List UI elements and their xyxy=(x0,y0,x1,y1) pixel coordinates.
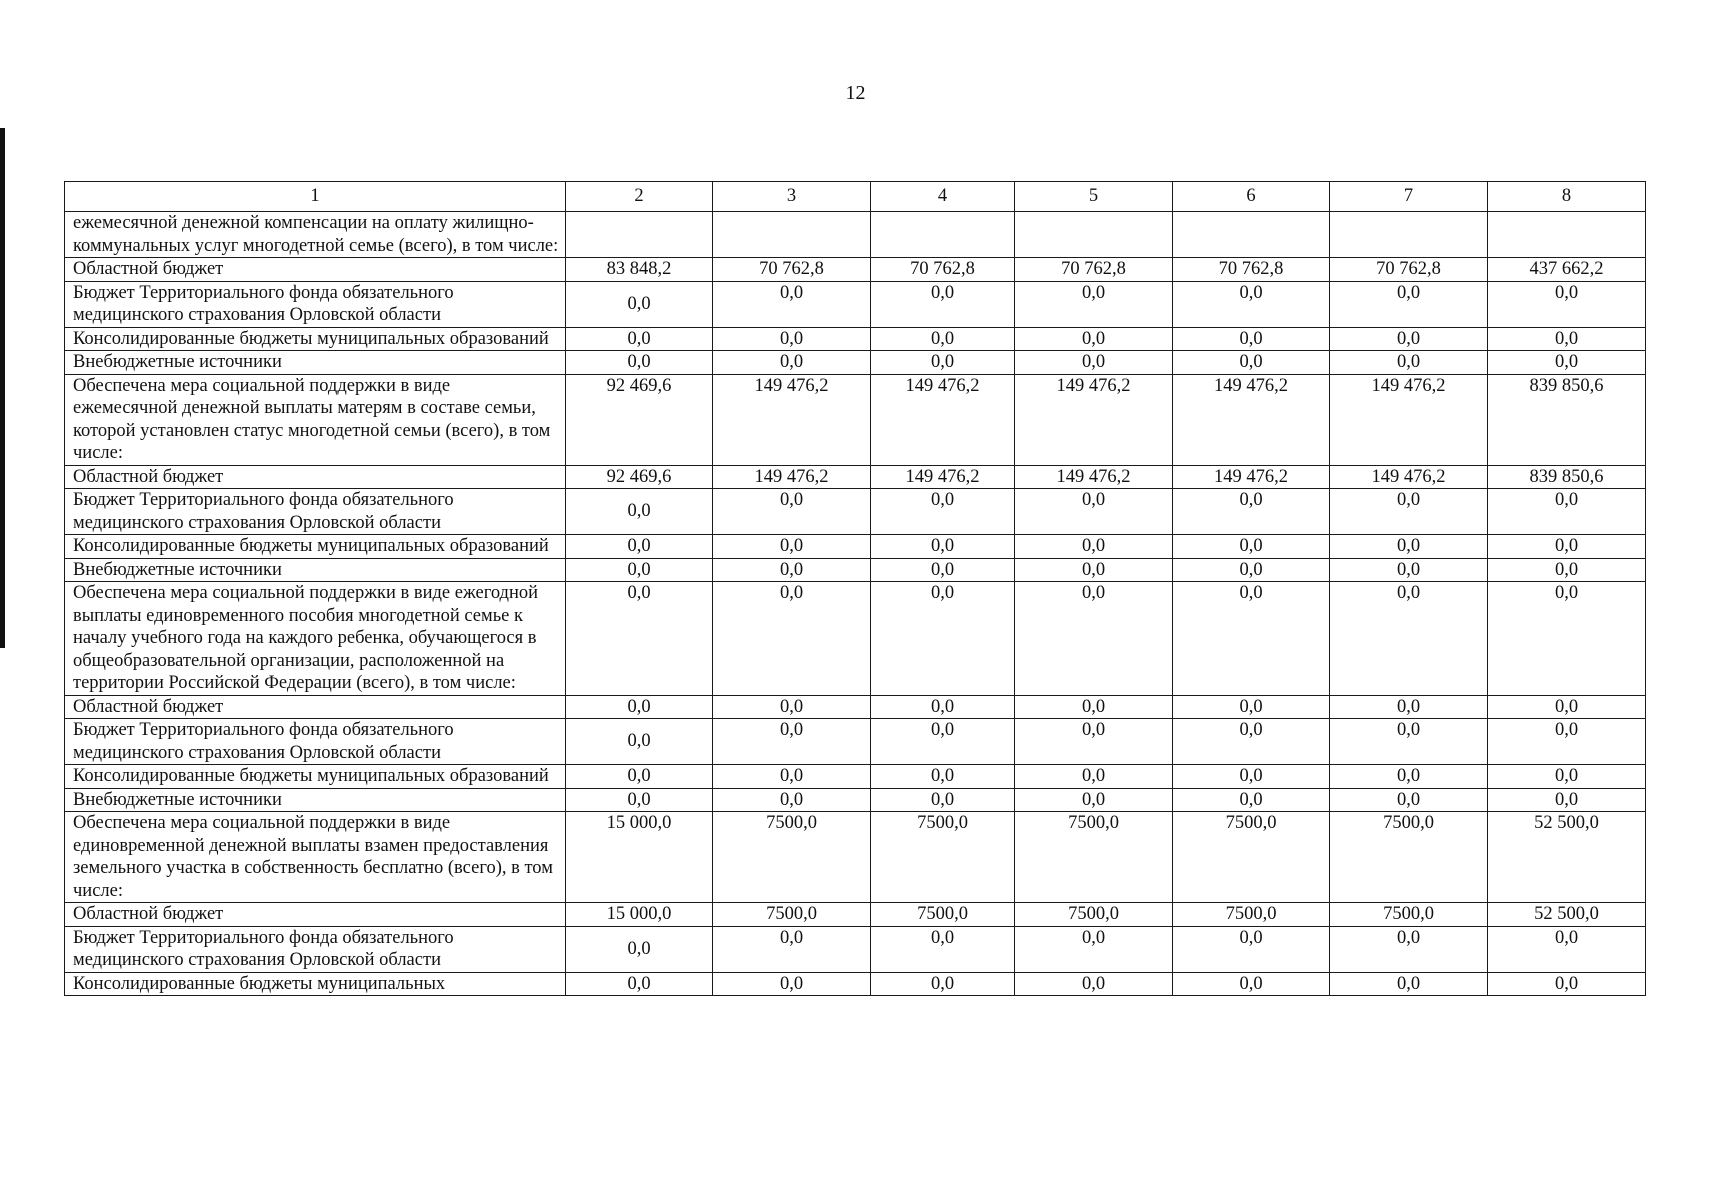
value-cell: 0,0 xyxy=(1173,926,1330,972)
value-cell: 0,0 xyxy=(566,281,713,327)
value-cell: 15 000,0 xyxy=(566,812,713,903)
row-label: Консолидированные бюджеты муниципальных образований xyxy=(65,535,566,559)
value-cell: 0,0 xyxy=(871,719,1015,765)
value-cell xyxy=(1488,212,1646,258)
value-cell: 0,0 xyxy=(713,695,871,719)
value-cell: 0,0 xyxy=(1330,719,1488,765)
row-label: Консолидированные бюджеты муниципальных xyxy=(65,972,566,996)
value-cell: 0,0 xyxy=(1173,351,1330,375)
value-cell: 0,0 xyxy=(566,582,713,696)
value-cell: 0,0 xyxy=(1488,281,1646,327)
value-cell: 0,0 xyxy=(871,535,1015,559)
value-cell: 0,0 xyxy=(1015,281,1173,327)
value-cell xyxy=(1330,212,1488,258)
value-cell: 0,0 xyxy=(1488,972,1646,996)
row-label: Обеспечена мера социальной поддержки в виде ежемесячной денежной выплаты матерям в составе семьи, которой установлен статус многодетной семьи (всего), в том числе: xyxy=(65,374,566,465)
value-cell: 0,0 xyxy=(871,788,1015,812)
value-cell: 70 762,8 xyxy=(1015,258,1173,282)
value-cell: 7500,0 xyxy=(713,812,871,903)
table-row xyxy=(65,212,1646,258)
table-row xyxy=(65,719,1646,765)
value-cell: 0,0 xyxy=(1488,489,1646,535)
value-cell xyxy=(1173,212,1330,258)
table-row xyxy=(65,351,1646,375)
value-cell: 7500,0 xyxy=(1330,903,1488,927)
value-cell: 149 476,2 xyxy=(713,465,871,489)
value-cell: 7500,0 xyxy=(871,903,1015,927)
value-cell: 0,0 xyxy=(871,972,1015,996)
row-label: Обеспечена мера социальной поддержки в виде ежегодной выплаты единовременного пособия многодетной семье к началу учебного года на каждого ребенка, обучающегося в общеобразовательной организации, расположенной на территории Российской Федерации (всего), в том числе: xyxy=(65,582,566,696)
table-body xyxy=(65,212,1646,996)
value-cell: 70 762,8 xyxy=(1330,258,1488,282)
table-row xyxy=(65,765,1646,789)
value-cell: 149 476,2 xyxy=(1330,374,1488,465)
value-cell: 0,0 xyxy=(1173,972,1330,996)
table-row xyxy=(65,788,1646,812)
table-row xyxy=(65,535,1646,559)
value-cell: 0,0 xyxy=(713,765,871,789)
value-cell: 0,0 xyxy=(1330,695,1488,719)
value-cell: 92 469,6 xyxy=(566,374,713,465)
value-cell: 839 850,6 xyxy=(1488,374,1646,465)
value-cell: 149 476,2 xyxy=(1015,465,1173,489)
value-cell: 0,0 xyxy=(566,558,713,582)
value-cell: 0,0 xyxy=(1330,582,1488,696)
value-cell: 0,0 xyxy=(713,281,871,327)
row-label: Внебюджетные источники xyxy=(65,788,566,812)
value-cell: 149 476,2 xyxy=(871,465,1015,489)
value-cell: 0,0 xyxy=(1173,489,1330,535)
value-cell: 7500,0 xyxy=(1173,812,1330,903)
value-cell: 0,0 xyxy=(1330,535,1488,559)
value-cell: 0,0 xyxy=(1330,281,1488,327)
value-cell: 0,0 xyxy=(871,765,1015,789)
value-cell: 0,0 xyxy=(871,351,1015,375)
row-label: Областной бюджет xyxy=(65,465,566,489)
value-cell: 52 500,0 xyxy=(1488,812,1646,903)
value-cell: 7500,0 xyxy=(1173,903,1330,927)
value-cell: 0,0 xyxy=(1488,351,1646,375)
value-cell: 7500,0 xyxy=(1015,903,1173,927)
value-cell xyxy=(871,212,1015,258)
column-header: 6 xyxy=(1173,182,1330,212)
table-row xyxy=(65,281,1646,327)
table-row xyxy=(65,258,1646,282)
value-cell: 149 476,2 xyxy=(1330,465,1488,489)
row-label: Бюджет Территориального фонда обязательного медицинского страхования Орловской области xyxy=(65,719,566,765)
table-row xyxy=(65,903,1646,927)
value-cell xyxy=(1015,212,1173,258)
value-cell: 0,0 xyxy=(1173,788,1330,812)
table-row xyxy=(65,465,1646,489)
value-cell: 0,0 xyxy=(566,788,713,812)
value-cell: 0,0 xyxy=(1015,972,1173,996)
table-row xyxy=(65,926,1646,972)
value-cell: 0,0 xyxy=(1173,765,1330,789)
value-cell: 0,0 xyxy=(566,535,713,559)
table-row xyxy=(65,489,1646,535)
value-cell: 0,0 xyxy=(1330,351,1488,375)
value-cell: 0,0 xyxy=(1173,719,1330,765)
value-cell: 0,0 xyxy=(871,327,1015,351)
value-cell: 839 850,6 xyxy=(1488,465,1646,489)
table-row xyxy=(65,558,1646,582)
value-cell: 0,0 xyxy=(1173,558,1330,582)
value-cell: 0,0 xyxy=(1173,535,1330,559)
table-row xyxy=(65,374,1646,465)
value-cell: 0,0 xyxy=(713,788,871,812)
value-cell: 0,0 xyxy=(1015,327,1173,351)
value-cell: 0,0 xyxy=(713,327,871,351)
table-row xyxy=(65,812,1646,903)
value-cell: 83 848,2 xyxy=(566,258,713,282)
value-cell: 0,0 xyxy=(566,765,713,789)
value-cell: 0,0 xyxy=(1015,695,1173,719)
value-cell xyxy=(566,212,713,258)
value-cell: 149 476,2 xyxy=(1173,374,1330,465)
value-cell: 0,0 xyxy=(566,695,713,719)
value-cell: 0,0 xyxy=(1488,327,1646,351)
value-cell: 0,0 xyxy=(1488,582,1646,696)
value-cell: 7500,0 xyxy=(1015,812,1173,903)
value-cell: 15 000,0 xyxy=(566,903,713,927)
value-cell: 70 762,8 xyxy=(1173,258,1330,282)
value-cell: 0,0 xyxy=(566,972,713,996)
column-header: 5 xyxy=(1015,182,1173,212)
value-cell: 0,0 xyxy=(713,926,871,972)
value-cell: 0,0 xyxy=(1330,489,1488,535)
value-cell: 149 476,2 xyxy=(871,374,1015,465)
value-cell: 0,0 xyxy=(566,489,713,535)
header-row xyxy=(65,182,1646,212)
value-cell: 0,0 xyxy=(1488,926,1646,972)
row-label: Областной бюджет xyxy=(65,903,566,927)
value-cell: 0,0 xyxy=(1488,719,1646,765)
value-cell: 0,0 xyxy=(1330,327,1488,351)
value-cell: 0,0 xyxy=(1173,695,1330,719)
value-cell: 52 500,0 xyxy=(1488,903,1646,927)
row-label: ежемесячной денежной компенсации на оплату жилищно-коммунальных услуг многодетной семье (всего), в том числе: xyxy=(65,212,566,258)
value-cell: 0,0 xyxy=(1488,788,1646,812)
value-cell: 0,0 xyxy=(566,719,713,765)
value-cell: 0,0 xyxy=(1488,765,1646,789)
value-cell: 0,0 xyxy=(713,558,871,582)
value-cell: 437 662,2 xyxy=(1488,258,1646,282)
value-cell: 0,0 xyxy=(1488,535,1646,559)
value-cell: 0,0 xyxy=(1015,765,1173,789)
table-row xyxy=(65,972,1646,996)
column-header: 3 xyxy=(713,182,871,212)
column-header: 2 xyxy=(566,182,713,212)
value-cell: 0,0 xyxy=(713,972,871,996)
budget-table xyxy=(64,181,1646,996)
value-cell: 0,0 xyxy=(1015,582,1173,696)
row-label: Областной бюджет xyxy=(65,695,566,719)
value-cell: 7500,0 xyxy=(713,903,871,927)
page-number: 12 xyxy=(845,82,866,104)
value-cell: 70 762,8 xyxy=(713,258,871,282)
table-row xyxy=(65,327,1646,351)
value-cell: 7500,0 xyxy=(871,812,1015,903)
value-cell: 149 476,2 xyxy=(1015,374,1173,465)
row-label: Областной бюджет xyxy=(65,258,566,282)
value-cell: 0,0 xyxy=(1173,281,1330,327)
table-row xyxy=(65,695,1646,719)
row-label: Обеспечена мера социальной поддержки в виде единовременной денежной выплаты взамен предоставления земельного участка в собственность бесплатно (всего), в том числе: xyxy=(65,812,566,903)
table-row xyxy=(65,582,1646,696)
value-cell: 0,0 xyxy=(871,281,1015,327)
value-cell: 0,0 xyxy=(1015,926,1173,972)
value-cell: 0,0 xyxy=(713,719,871,765)
value-cell: 0,0 xyxy=(713,582,871,696)
row-label: Бюджет Территориального фонда обязательного медицинского страхования Орловской области xyxy=(65,489,566,535)
value-cell: 149 476,2 xyxy=(713,374,871,465)
value-cell: 0,0 xyxy=(713,351,871,375)
page-edge-shadow xyxy=(0,128,5,648)
row-label: Консолидированные бюджеты муниципальных образований xyxy=(65,327,566,351)
row-label: Внебюджетные источники xyxy=(65,558,566,582)
value-cell: 0,0 xyxy=(1173,327,1330,351)
column-header: 7 xyxy=(1330,182,1488,212)
row-label: Бюджет Территориального фонда обязательного медицинского страхования Орловской области xyxy=(65,926,566,972)
value-cell: 0,0 xyxy=(871,558,1015,582)
value-cell: 0,0 xyxy=(1330,788,1488,812)
value-cell: 0,0 xyxy=(1488,695,1646,719)
value-cell: 0,0 xyxy=(1330,558,1488,582)
value-cell: 7500,0 xyxy=(1330,812,1488,903)
column-header: 8 xyxy=(1488,182,1646,212)
column-header: 4 xyxy=(871,182,1015,212)
value-cell: 0,0 xyxy=(1330,972,1488,996)
row-label: Консолидированные бюджеты муниципальных образований xyxy=(65,765,566,789)
value-cell: 0,0 xyxy=(1173,582,1330,696)
value-cell: 0,0 xyxy=(1330,765,1488,789)
value-cell: 0,0 xyxy=(871,695,1015,719)
value-cell: 0,0 xyxy=(566,351,713,375)
column-header: 1 xyxy=(65,182,566,212)
value-cell: 0,0 xyxy=(1015,535,1173,559)
value-cell xyxy=(713,212,871,258)
value-cell: 0,0 xyxy=(1015,788,1173,812)
value-cell: 0,0 xyxy=(1015,719,1173,765)
value-cell: 0,0 xyxy=(1015,351,1173,375)
value-cell: 0,0 xyxy=(871,489,1015,535)
value-cell: 0,0 xyxy=(871,926,1015,972)
row-label: Внебюджетные источники xyxy=(65,351,566,375)
value-cell: 0,0 xyxy=(566,926,713,972)
value-cell: 0,0 xyxy=(1015,558,1173,582)
value-cell: 0,0 xyxy=(566,327,713,351)
value-cell: 0,0 xyxy=(1488,558,1646,582)
value-cell: 0,0 xyxy=(871,582,1015,696)
value-cell: 0,0 xyxy=(713,535,871,559)
value-cell: 0,0 xyxy=(1015,489,1173,535)
value-cell: 0,0 xyxy=(1330,926,1488,972)
value-cell: 149 476,2 xyxy=(1173,465,1330,489)
value-cell: 70 762,8 xyxy=(871,258,1015,282)
value-cell: 0,0 xyxy=(713,489,871,535)
value-cell: 92 469,6 xyxy=(566,465,713,489)
row-label: Бюджет Территориального фонда обязательного медицинского страхования Орловской области xyxy=(65,281,566,327)
